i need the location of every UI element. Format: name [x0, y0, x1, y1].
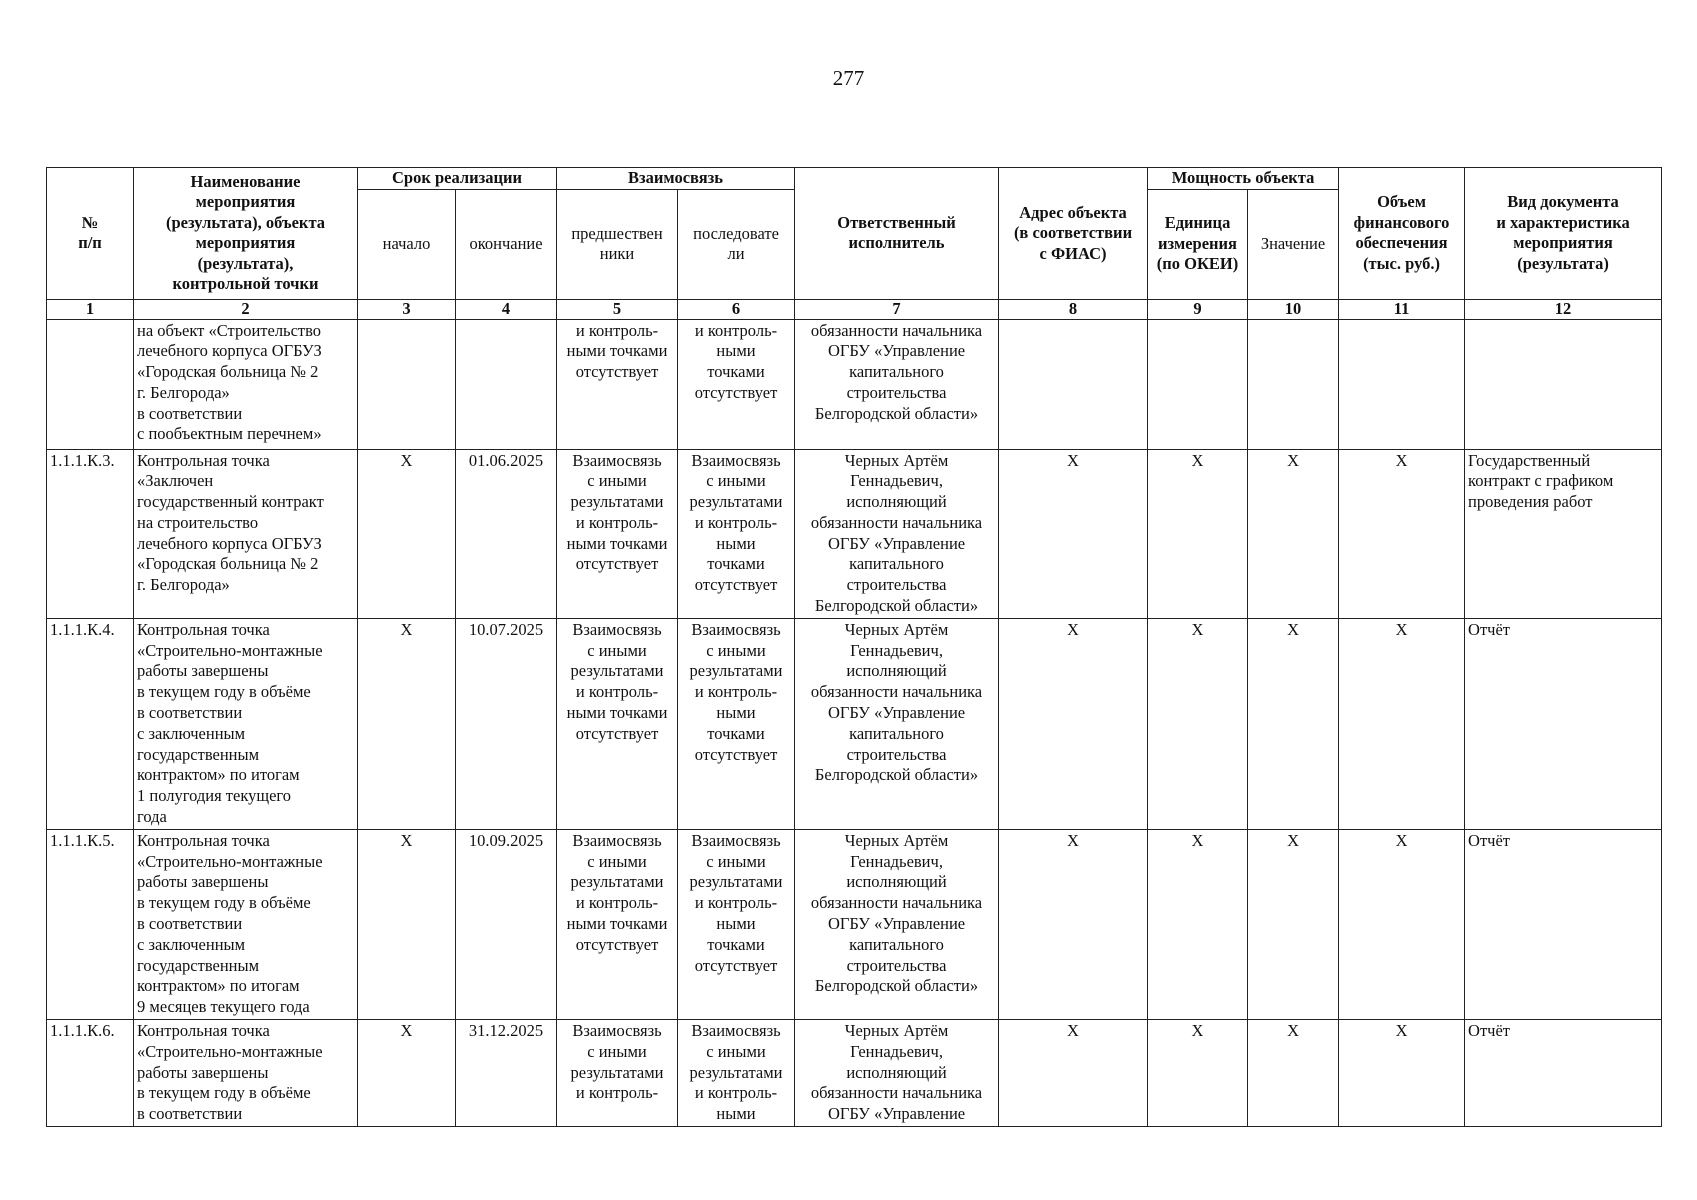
cell-prev: Взаимосвязь с иными результатами и контроль- ными точками отсутствует: [557, 618, 678, 829]
cell-start: X: [358, 449, 456, 618]
cell-doc: Государственный контракт с графиком проведения работ: [1465, 449, 1662, 618]
header-responsible: Ответственный исполнитель: [795, 168, 999, 300]
cell-responsible: Черных Артём Геннадьевич, исполняющий обязанности начальника ОГБУ «Управление: [795, 1020, 999, 1127]
header-capacity-value: Значение: [1248, 189, 1339, 299]
cell-unit: X: [1148, 829, 1248, 1019]
cell-finance: X: [1339, 618, 1465, 829]
cell-start: X: [358, 1020, 456, 1127]
header-num: № п/п: [47, 168, 134, 300]
cell-responsible: Черных Артём Геннадьевич, исполняющий обязанности начальника ОГБУ «Управление капитального строительства Белгородской области»: [795, 829, 999, 1019]
cell-name: Контрольная точка «Строительно-монтажные работы завершены в текущем году в объёме в соответствии: [134, 1020, 358, 1127]
cell-unit: X: [1148, 449, 1248, 618]
column-number: 3: [358, 299, 456, 319]
column-number: 8: [999, 299, 1148, 319]
cell-end: 01.06.2025: [456, 449, 557, 618]
cell-next: Взаимосвязь с иными результатами и контроль- ными точками отсутствует: [678, 829, 795, 1019]
cell-prev: Взаимосвязь с иными результатами и контроль- ными точками отсутствует: [557, 449, 678, 618]
cell-value: X: [1248, 449, 1339, 618]
cell-finance: X: [1339, 449, 1465, 618]
cell-finance: X: [1339, 1020, 1465, 1127]
cell-prev: Взаимосвязь с иными результатами и контроль-: [557, 1020, 678, 1127]
header-term-end: окончание: [456, 189, 557, 299]
header-address: Адрес объекта (в соответствии с ФИАС): [999, 168, 1148, 300]
table-row: [47, 1020, 1662, 1127]
cell-start: X: [358, 618, 456, 829]
column-number: 11: [1339, 299, 1465, 319]
cell-name: Контрольная точка «Заключен государственный контракт на строительство лечебного корпуса ОГБУЗ «Городская больница № 2 г. Белгорода»: [134, 449, 358, 618]
cell-address: X: [999, 449, 1148, 618]
column-number: 1: [47, 299, 134, 319]
cell-name: Контрольная точка «Строительно-монтажные работы завершены в текущем году в объёме в соответствии с заключенным государственным контрактом» по итогам 1 полугодия текущего года: [134, 618, 358, 829]
cell-end: 10.09.2025: [456, 829, 557, 1019]
header-term-start: начало: [358, 189, 456, 299]
cell-doc: [1465, 319, 1662, 449]
header-link-next: последовате ли: [678, 189, 795, 299]
column-number: 4: [456, 299, 557, 319]
cell-num: 1.1.1.К.6.: [47, 1020, 134, 1127]
control-points-table: [46, 167, 1662, 1127]
cell-num: [47, 319, 134, 449]
cell-name: на объект «Строительство лечебного корпуса ОГБУЗ «Городская больница № 2 г. Белгорода» в соответствии с пообъектным перечнем»: [134, 319, 358, 449]
cell-end: 10.07.2025: [456, 618, 557, 829]
cell-unit: X: [1148, 1020, 1248, 1127]
column-number: 12: [1465, 299, 1662, 319]
header-link: Взаимосвязь: [557, 168, 795, 190]
table-row: [47, 829, 1662, 1019]
header-term: Срок реализации: [358, 168, 557, 190]
cell-address: X: [999, 829, 1148, 1019]
header-capacity: Мощность объекта: [1148, 168, 1339, 190]
cell-finance: X: [1339, 829, 1465, 1019]
cell-unit: [1148, 319, 1248, 449]
header-name: Наименование мероприятия (результата), объекта мероприятия (результата), контрольной точки: [134, 168, 358, 300]
cell-end: [456, 319, 557, 449]
header-doc-type: Вид документа и характеристика мероприятия (результата): [1465, 168, 1662, 300]
cell-end: 31.12.2025: [456, 1020, 557, 1127]
header-row-top: [47, 168, 1662, 190]
cell-value: X: [1248, 1020, 1339, 1127]
column-number: 10: [1248, 299, 1339, 319]
cell-doc: Отчёт: [1465, 829, 1662, 1019]
cell-value: X: [1248, 618, 1339, 829]
cell-address: X: [999, 1020, 1148, 1127]
table-row: [47, 449, 1662, 618]
cell-prev: Взаимосвязь с иными результатами и контроль- ными точками отсутствует: [557, 829, 678, 1019]
cell-address: [999, 319, 1148, 449]
cell-num: 1.1.1.К.5.: [47, 829, 134, 1019]
cell-next: Взаимосвязь с иными результатами и контроль- ными точками отсутствует: [678, 618, 795, 829]
cell-value: X: [1248, 829, 1339, 1019]
cell-responsible: Черных Артём Геннадьевич, исполняющий обязанности начальника ОГБУ «Управление капитального строительства Белгородской области»: [795, 449, 999, 618]
page-number: 277: [832, 66, 865, 90]
header-finance: Объем финансового обеспечения (тыс. руб.): [1339, 168, 1465, 300]
cell-start: X: [358, 829, 456, 1019]
cell-responsible: обязанности начальника ОГБУ «Управление капитального строительства Белгородской области»: [795, 319, 999, 449]
cell-responsible: Черных Артём Геннадьевич, исполняющий обязанности начальника ОГБУ «Управление капитального строительства Белгородской области»: [795, 618, 999, 829]
cell-num: 1.1.1.К.4.: [47, 618, 134, 829]
cell-next: и контроль- ными точками отсутствует: [678, 319, 795, 449]
cell-doc: Отчёт: [1465, 1020, 1662, 1127]
column-number: 6: [678, 299, 795, 319]
cell-next: Взаимосвязь с иными результатами и контроль- ными: [678, 1020, 795, 1127]
column-number: 7: [795, 299, 999, 319]
cell-next: Взаимосвязь с иными результатами и контроль- ными точками отсутствует: [678, 449, 795, 618]
header-capacity-unit: Единица измерения (по ОКЕИ): [1148, 189, 1248, 299]
cell-doc: Отчёт: [1465, 618, 1662, 829]
cell-start: [358, 319, 456, 449]
cell-num: 1.1.1.К.3.: [47, 449, 134, 618]
table-row: [47, 319, 1662, 449]
column-number: 5: [557, 299, 678, 319]
table-row: [47, 618, 1662, 829]
cell-finance: [1339, 319, 1465, 449]
cell-value: [1248, 319, 1339, 449]
header-link-prev: предшествен ники: [557, 189, 678, 299]
column-number: 9: [1148, 299, 1248, 319]
cell-name: Контрольная точка «Строительно-монтажные работы завершены в текущем году в объёме в соответствии с заключенным государственным контрактом» по итогам 9 месяцев текущего года: [134, 829, 358, 1019]
cell-prev: и контроль- ными точками отсутствует: [557, 319, 678, 449]
column-number: 2: [134, 299, 358, 319]
cell-unit: X: [1148, 618, 1248, 829]
column-numbers-row: [47, 299, 1662, 319]
cell-address: X: [999, 618, 1148, 829]
